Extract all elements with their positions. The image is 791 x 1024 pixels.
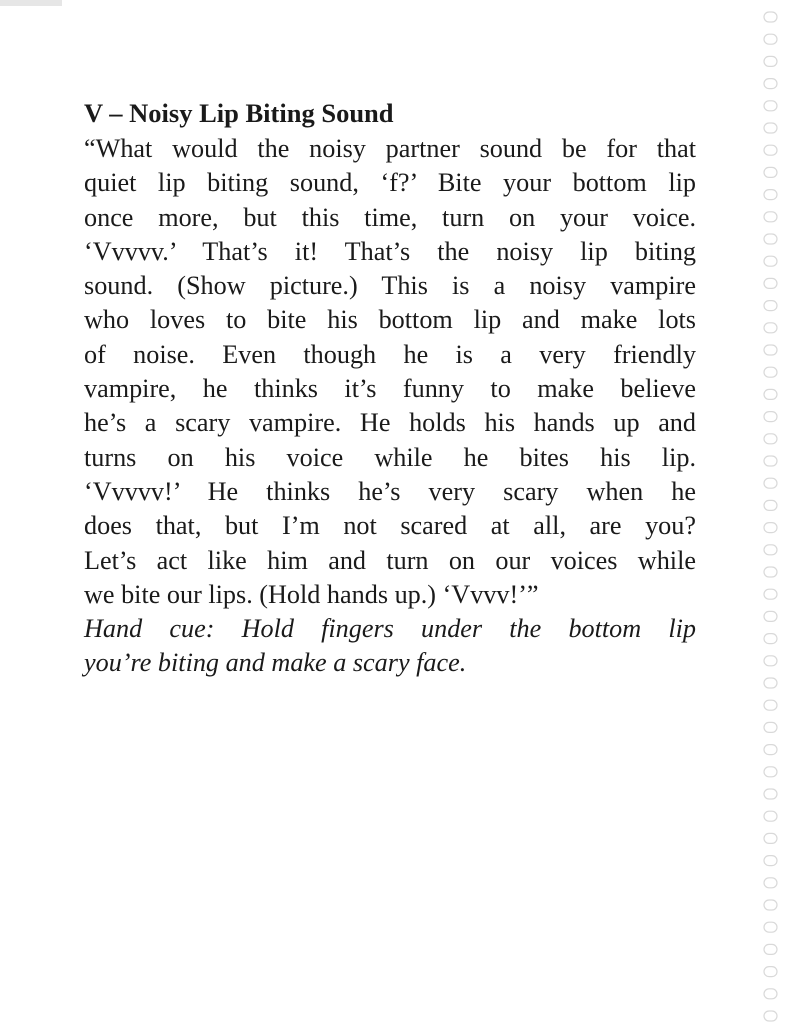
binding-hole [764, 79, 777, 89]
binding-hole [764, 523, 777, 533]
binding-hole [764, 167, 777, 177]
binding-hole [764, 56, 777, 66]
binding-hole [764, 589, 777, 599]
binding-hole [764, 1011, 777, 1021]
binding-hole [764, 323, 777, 333]
binding-hole [764, 301, 777, 311]
body-line: we bite our lips. (Hold hands up.) ‘Vvvv!’” [84, 579, 539, 609]
binding-hole [764, 678, 777, 688]
binding-hole [764, 500, 777, 510]
body-line: ‘Vvvvv.’ That’s it! That’s the noisy lip biting [84, 236, 696, 266]
binding-hole [764, 123, 777, 133]
binding-hole [764, 34, 777, 44]
binding-hole [764, 434, 777, 444]
binding-hole [764, 567, 777, 577]
binding-hole [764, 989, 777, 999]
hand-cue-line: Hand cue: Hold fingers under the bottom lip [84, 614, 696, 644]
body-line: ‘Vvvvv!’ He thinks he’s very scary when he [84, 476, 696, 506]
binding-hole [764, 878, 777, 888]
body-line: of noise. Even though he is a very friendly [84, 339, 696, 369]
scan-artifact [0, 0, 62, 6]
binding-hole [764, 412, 777, 422]
binding-hole [764, 789, 777, 799]
body-line: Let’s act like him and turn on our voices while [84, 545, 696, 575]
binding-hole [764, 367, 777, 377]
body-line: once more, but this time, turn on your voice. [84, 202, 696, 232]
body-line: “What would the noisy partner sound be for that [84, 134, 696, 163]
binding-hole [764, 478, 777, 488]
binding-hole [764, 833, 777, 843]
binding-hole [764, 722, 777, 732]
binding-hole [764, 634, 777, 644]
hand-cue [84, 612, 696, 681]
binding-hole [764, 256, 777, 266]
binding-hole [764, 456, 777, 466]
binding-hole [764, 190, 777, 200]
binding-hole [764, 278, 777, 288]
binding-hole [764, 656, 777, 666]
body-line: vampire, he thinks it’s funny to make believe [84, 374, 696, 404]
binding-hole [764, 767, 777, 777]
binding-hole [764, 900, 777, 910]
body-line: turns on his voice while he bites his lip. [84, 442, 696, 472]
binding-hole [764, 545, 777, 555]
binding-hole [764, 811, 777, 821]
body-line: does that, but I’m not scared at all, are you? [84, 511, 696, 541]
binding-hole [764, 922, 777, 932]
body-line: quiet lip biting sound, ‘f?’ Bite your bottom lip [84, 168, 696, 198]
page-content [84, 98, 696, 681]
body-line: sound. (Show picture.) This is a noisy vampire [84, 271, 696, 301]
binding-hole [764, 212, 777, 222]
binding-hole [764, 967, 777, 977]
body-line: he’s a scary vampire. He holds his hands up and [84, 408, 696, 438]
binding-hole [764, 856, 777, 866]
binding-hole [764, 345, 777, 355]
spiral-binding-holes [758, 0, 784, 1024]
body-paragraph [84, 132, 696, 612]
binding-hole [764, 389, 777, 399]
binding-hole [764, 145, 777, 155]
binding-hole [764, 234, 777, 244]
binding-hole [764, 700, 777, 710]
binding-hole [764, 611, 777, 621]
binding-hole [764, 12, 777, 22]
binding-hole [764, 944, 777, 954]
body-line: who loves to bite his bottom lip and make lots [84, 305, 696, 335]
binding-hole [764, 745, 777, 755]
binding-hole [764, 101, 777, 111]
section-heading: V – Noisy Lip Biting Sound [84, 98, 394, 128]
hand-cue-line: you’re biting and make a scary face. [84, 648, 467, 678]
binding-holes-graphic [758, 0, 784, 1024]
